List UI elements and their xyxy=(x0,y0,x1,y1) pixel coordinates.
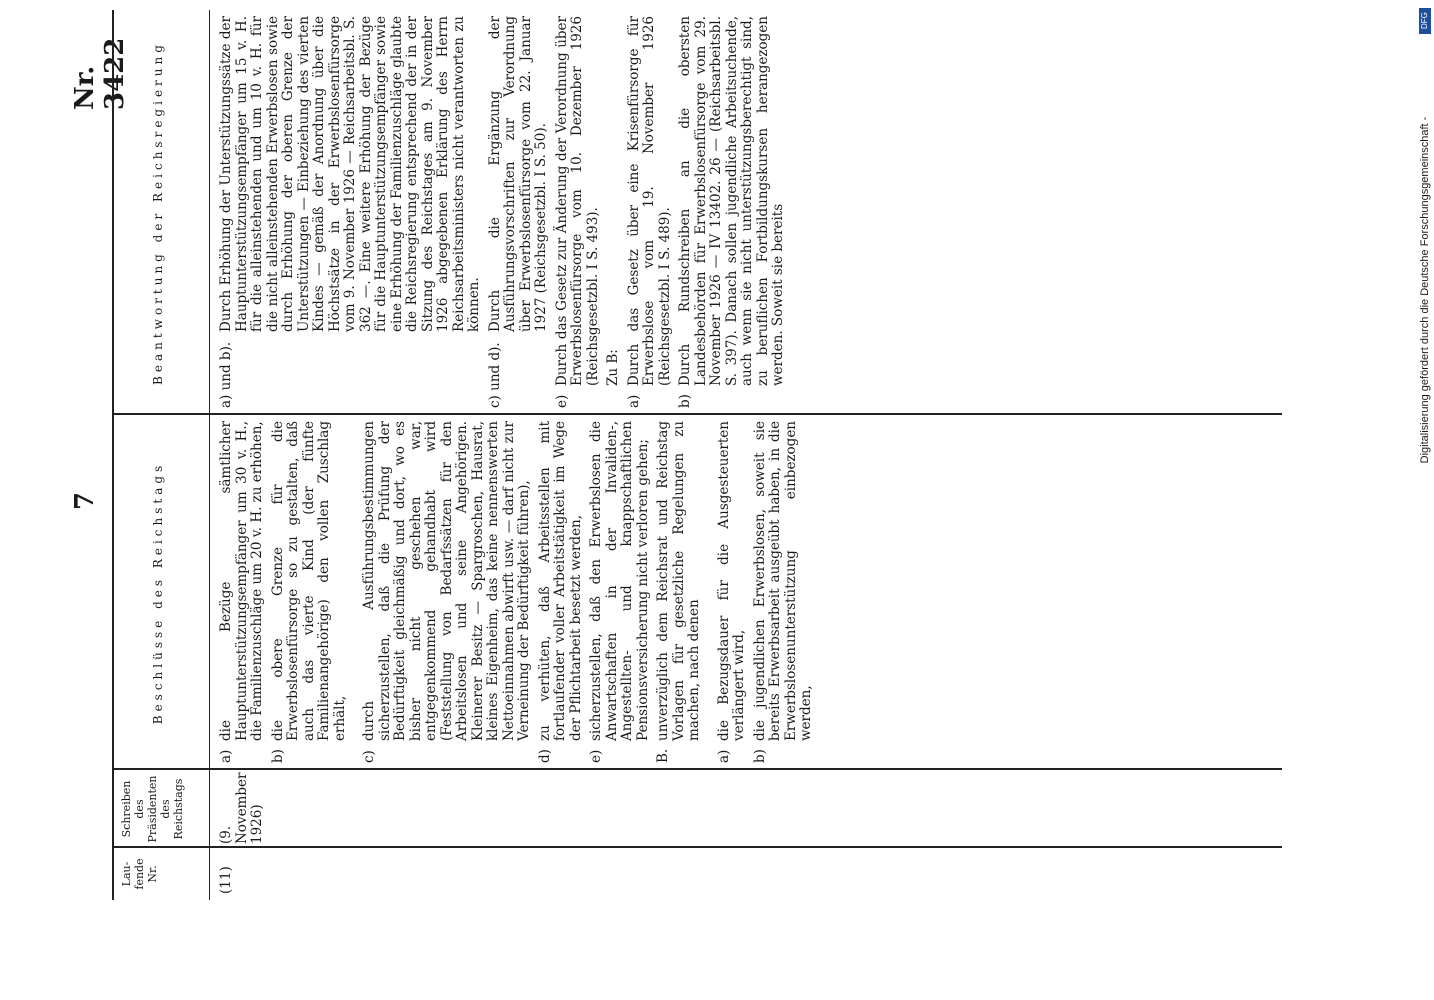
beschluss-item xyxy=(362,421,533,763)
beschluss-item-text: sicherzustellen, daß den Erwerbslosen die Anwartschaften in der Invaliden-, Angestellten- und knappschaftlichen Pensionsversicherung nicht verloren gehen; xyxy=(588,421,651,741)
digitization-credit: Digitalisierung gefördert durch die Deutsche Forschungsgemeinschaft - xyxy=(1419,116,1431,464)
resolution-table xyxy=(112,10,1282,900)
column-header-beschluesse: Beschlüsse des Reichstags xyxy=(151,461,165,725)
column-header-lfd-nr: Lau- fende Nr. xyxy=(120,858,159,890)
beschluss-item xyxy=(271,421,349,763)
beschluss-item-text: die obere Grenze für die Erwerbslosenfürsorge so zu gestalten, daß auch das vierte Kind (der fünfte Familienangehörige) den vollen Zuschlag erhält, xyxy=(269,421,348,741)
beschluss-item xyxy=(538,421,585,763)
antwort-item-label xyxy=(606,386,622,408)
antwort-item xyxy=(555,16,602,408)
beschluss-item-text: die Bezugsdauer für die Ausgesteuerten verlängert wird, xyxy=(715,421,747,741)
beschluss-item-label: B. xyxy=(655,748,671,763)
document-number: Nr. 3422 xyxy=(70,37,130,110)
antwort-item-text: Durch die Ergänzung der Ausführungsvorschriften zur Verordnung über Erwerbslosenfürsorge vom 22. Januar 1927 (Reichsgesetzbl. I S. 50). xyxy=(486,16,549,332)
row-number: (11) xyxy=(218,866,234,894)
beschluss-item-text: die jugendlichen Erwerbslosen, soweit sie bereits Erwerbsarbeit ausgeübt haben, in die Erwerbslosenunterstützung einbezogen werden, xyxy=(751,421,814,741)
column-header-beantwortung: Beantwortung der Reichsregierung xyxy=(151,41,165,385)
antwort-item-label: a) und b). xyxy=(218,341,234,408)
beschluss-item xyxy=(219,421,266,763)
column-header-schreiben: Schreiben des Präsidenten des Reichstags xyxy=(120,775,185,843)
beschluss-item xyxy=(717,421,748,763)
column-divider xyxy=(114,414,1282,416)
antwort-item-text: Durch das Gesetz zur Änderung der Verordnung über Erwerbslosenfürsorge vom 10. Dezember 1926 (Reichsgesetzbl. I S. 493). xyxy=(553,16,601,386)
antwort-item-text: Durch Rundschreiben an die obersten Landesbehörden für Erwerbslosenfürsorge vom 29. November 1926 — IV 13402. 26 — (Reichsarbeitsbl. S. 397). Danach sollen jugendliche Arbeitsuchende, auch wenn sie nicht unterstützungsberechtigt sind, zu beruflichen Fortbildungskursen herangezogen werden. Soweit sie bereits xyxy=(677,16,786,386)
dfg-logo: DFG xyxy=(1419,8,1431,34)
beschluss-item-label: b) xyxy=(269,749,286,763)
beschluss-item-label: d) xyxy=(536,749,553,763)
column-divider xyxy=(114,769,1282,771)
antwort-item xyxy=(627,16,674,408)
beschluss-item xyxy=(656,421,703,763)
antwort-item-text: Durch Erhöhung der Unterstützungssätze der Hauptunterstützungsempfänger um 15 v. H. für die alleinstehenden und um 10 v. H. für die nicht alleinstehenden Erwerbslosen sowie durch Erhöhung der oberen Grenze der Unterstützungen — Einbeziehung des vierten Kindes — gemäß der Anordnung über die Höchstsätze in der Erwerbslosenfürsorge vom 9. November 1926 — Reichsarbeitsbl. S. 362 —. Eine weitere Erhöhung der Bezüge für die Hauptunterstützungsempfänger sowie eine Erhöhung der Familienzuschläge glaubte die Reichsregierung entsprechend der in der Sitzung des Reichstages am 9. November 1926 abgegebenen Erklärung des Herrn Reichsarbeitsministers nicht verantworten zu können. xyxy=(218,16,482,332)
antwort-item-text: Zu B: xyxy=(605,349,621,386)
antwort-item xyxy=(606,16,622,408)
beschluss-item-text: durch Ausführungsbestimmungen sicherzustellen, daß die Prüfung der Bedürftigkeit gleichmäßig und dort, wo es bisher nicht geschehen war, entgegenkommend gehandhabt wird (Feststellung von Bedarfssätzen für den Arbeitslosen und seine Angehörigen. Kleinerer Besitz — Spargroschen, Hausrat, kleines Eigenheim, das keine nennenswerten Nettoeinnahmen abwirft usw. — darf nicht zur Verneinung der Bedürftigkeit führen), xyxy=(361,421,532,741)
beschluesse-list xyxy=(219,421,820,763)
row-date: (9. November 1926) xyxy=(218,772,265,844)
beschluss-item-label: a) xyxy=(715,749,732,763)
antwort-list xyxy=(219,16,792,408)
antwort-item xyxy=(678,16,787,408)
beschluss-item-label: a) xyxy=(218,749,234,763)
beschluss-item-label: e) xyxy=(588,749,604,763)
column-divider xyxy=(114,847,1282,849)
beschluss-item-label: b) xyxy=(751,749,768,763)
beschluss-item xyxy=(753,421,815,763)
antwort-item xyxy=(488,16,550,408)
page-number: 7 xyxy=(70,491,100,510)
beschluss-item-label: c) xyxy=(361,750,377,763)
digitization-sidebar xyxy=(1412,0,1434,1000)
beschluss-item-text: unverzüglich dem Reichsrat und Reichstag Vorlagen für gesetzliche Regelungen zu machen, nach denen xyxy=(655,421,702,741)
antwort-item xyxy=(219,16,483,408)
antwort-item-text: Durch das Gesetz über eine Krisenfürsorge für Erwerbslose vom 19. November 1926 (Reichsgesetzbl. I S. 489). xyxy=(625,16,673,386)
beschluss-item-text: die Bezüge sämtlicher Hauptunterstützungsempfänger um 30 v. H., die Familienzuschläge um 20 v. H. zu erhöhen, xyxy=(218,421,265,741)
antwort-item-label: a) xyxy=(625,394,642,408)
antwort-item-label: b) xyxy=(677,394,693,408)
antwort-item-label: e) xyxy=(553,394,570,408)
beschluss-item-text: zu verhüten, daß Arbeitsstellen mit fortlaufender voller Arbeitstätigkeit im Wege der Pflichtarbeit besetzt werden, xyxy=(536,421,584,741)
antwort-item-label: c) und d). xyxy=(486,342,503,408)
beschluss-item xyxy=(589,421,651,763)
